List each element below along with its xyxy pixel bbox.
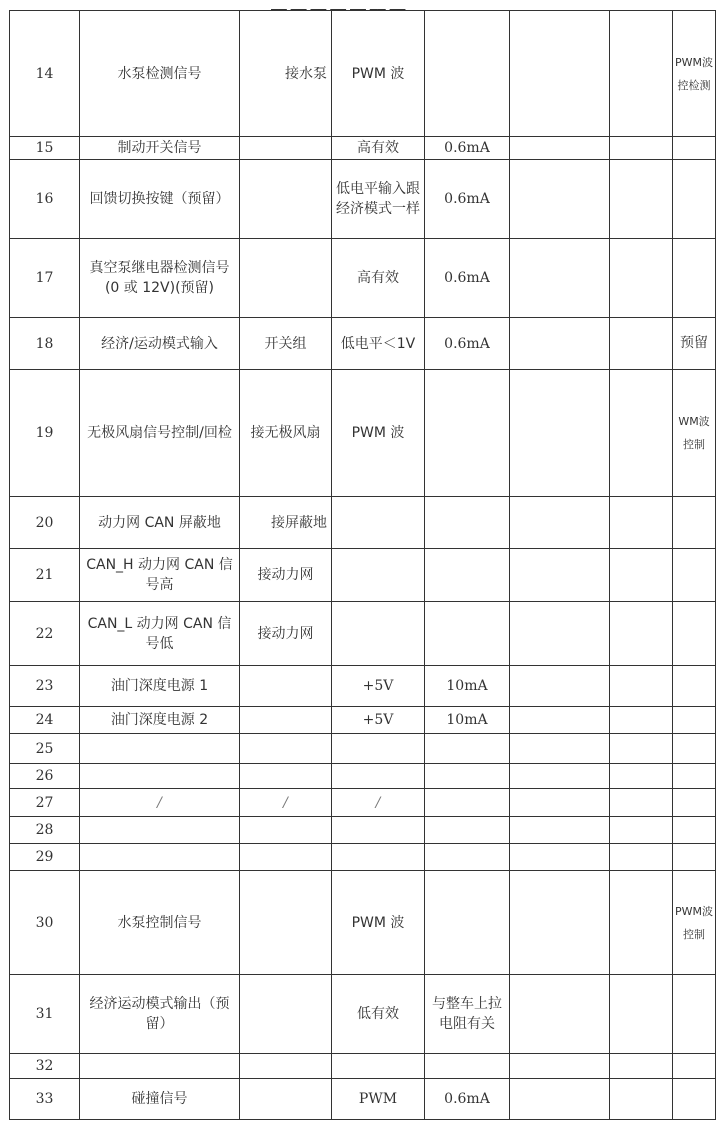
table-row [10,871,716,975]
empty-cell [510,602,610,666]
signal-name: 水泵检测信号 [80,11,240,137]
empty-cell [610,871,673,975]
signal-level: 高有效 [332,137,425,160]
empty-cell [510,734,610,764]
empty-cell [610,764,673,789]
table-row [10,844,716,871]
current: 0.6mA [425,318,510,370]
pin-number: 25 [10,734,80,764]
signal-level: PWM 波 [332,11,425,137]
current [425,764,510,789]
empty-cell [610,844,673,871]
table-row [10,370,716,497]
remark [673,160,716,239]
remark [673,764,716,789]
current [425,11,510,137]
signal-level [332,497,425,549]
connection [240,1054,332,1079]
signal-name: 水泵控制信号 [80,871,240,975]
pin-definition-table [9,10,716,1120]
pin-number: 27 [10,789,80,817]
signal-name [80,764,240,789]
table-row [10,239,716,318]
empty-cell [510,789,610,817]
signal-name: 油门深度电源 2 [80,707,240,734]
table-row [10,707,716,734]
current [425,549,510,602]
remark [673,666,716,707]
empty-cell [610,137,673,160]
empty-cell [610,602,673,666]
signal-name [80,734,240,764]
table-row [10,602,716,666]
clipped-caption-text: ── ── ── ── ── ── ── [271,4,406,12]
empty-cell [510,707,610,734]
signal-level [332,764,425,789]
table-row [10,549,716,602]
signal-level: 低电平＜1V [332,318,425,370]
connection: 开关组 [240,318,332,370]
signal-level [332,734,425,764]
signal-level: 低电平输入跟经济模式一样 [332,160,425,239]
current: 0.6mA [425,160,510,239]
empty-cell [510,239,610,318]
pin-number: 19 [10,370,80,497]
remark: WM波控制 [673,370,716,497]
connection: 接动力网 [240,602,332,666]
signal-name: CAN_L 动力网 CAN 信号低 [80,602,240,666]
empty-cell [510,764,610,789]
table-row [10,975,716,1054]
remark [673,137,716,160]
connection [240,666,332,707]
empty-cell [510,160,610,239]
signal-name: 真空泵继电器检测信号(0 或 12V)(预留) [80,239,240,318]
empty-cell [610,549,673,602]
signal-level [332,602,425,666]
connection [240,160,332,239]
signal-level: +5V [332,707,425,734]
empty-cell [610,975,673,1054]
pin-number: 28 [10,817,80,844]
current: 10mA [425,707,510,734]
signal-level [332,817,425,844]
signal-name: 经济运动模式输出（预留） [80,975,240,1054]
connection [240,871,332,975]
connection: / [240,789,332,817]
empty-cell [510,844,610,871]
empty-cell [610,160,673,239]
empty-cell [610,370,673,497]
empty-cell [510,666,610,707]
remark [673,975,716,1054]
signal-name: 经济/运动模式输入 [80,318,240,370]
table-row [10,137,716,160]
pin-number: 26 [10,764,80,789]
pin-number: 30 [10,871,80,975]
table-row [10,497,716,549]
pin-number: 14 [10,11,80,137]
remark: PWM波控制 [673,871,716,975]
pin-number: 31 [10,975,80,1054]
current [425,602,510,666]
empty-cell [510,817,610,844]
connection [240,975,332,1054]
table-row [10,789,716,817]
table-row [10,1054,716,1079]
remark [673,844,716,871]
current [425,844,510,871]
signal-name: 动力网 CAN 屏蔽地 [80,497,240,549]
current [425,817,510,844]
connection [240,239,332,318]
connection [240,817,332,844]
empty-cell [510,549,610,602]
current [425,789,510,817]
signal-name: CAN_H 动力网 CAN 信号高 [80,549,240,602]
connection [240,844,332,871]
pin-number: 18 [10,318,80,370]
signal-level: 高有效 [332,239,425,318]
connection [240,707,332,734]
pin-number: 24 [10,707,80,734]
empty-cell [510,1054,610,1079]
table-row [10,734,716,764]
empty-cell [610,789,673,817]
remark [673,239,716,318]
current [425,871,510,975]
connection: 接水泵 [240,11,332,137]
signal-name [80,817,240,844]
signal-name: / [80,789,240,817]
connection: 接无极风扇 [240,370,332,497]
current [425,734,510,764]
table-row [10,1079,716,1120]
remark [673,549,716,602]
empty-cell [510,318,610,370]
connection [240,734,332,764]
pin-number: 32 [10,1054,80,1079]
current [425,370,510,497]
empty-cell [610,817,673,844]
signal-name [80,844,240,871]
pin-number: 22 [10,602,80,666]
remark [673,734,716,764]
signal-name [80,1054,240,1079]
table-row [10,764,716,789]
remark [673,602,716,666]
signal-name: 回馈切换按键（预留） [80,160,240,239]
signal-level: PWM 波 [332,370,425,497]
empty-cell [510,370,610,497]
connection [240,1079,332,1120]
empty-cell [610,707,673,734]
remark [673,1054,716,1079]
signal-name: 油门深度电源 1 [80,666,240,707]
empty-cell [510,1079,610,1120]
empty-cell [610,1054,673,1079]
empty-cell [510,11,610,137]
remark: 预留 [673,318,716,370]
pin-number: 17 [10,239,80,318]
empty-cell [610,734,673,764]
remark [673,707,716,734]
empty-cell [610,239,673,318]
pin-number: 29 [10,844,80,871]
pin-number: 15 [10,137,80,160]
remark: PWM波控检测 [673,11,716,137]
current: 0.6mA [425,1079,510,1120]
pin-definition-table-page [9,4,715,1120]
empty-cell [510,871,610,975]
table-row [10,11,716,137]
table-row [10,318,716,370]
signal-level: / [332,789,425,817]
current: 与整车上拉电阻有关 [425,975,510,1054]
signal-level [332,549,425,602]
empty-cell [610,1079,673,1120]
empty-cell [510,975,610,1054]
connection [240,137,332,160]
signal-level [332,1054,425,1079]
signal-name: 碰撞信号 [80,1079,240,1120]
empty-cell [510,497,610,549]
signal-level: +5V [332,666,425,707]
signal-level: 低有效 [332,975,425,1054]
clipped-table-caption [271,4,503,12]
pin-number: 33 [10,1079,80,1120]
signal-level: PWM [332,1079,425,1120]
remark [673,817,716,844]
connection [240,764,332,789]
signal-level: PWM 波 [332,871,425,975]
pin-number: 16 [10,160,80,239]
current: 0.6mA [425,137,510,160]
current [425,497,510,549]
empty-cell [610,318,673,370]
connection: 接动力网 [240,549,332,602]
current: 0.6mA [425,239,510,318]
empty-cell [510,137,610,160]
remark [673,1079,716,1120]
signal-name: 无极风扇信号控制/回检 [80,370,240,497]
current: 10mA [425,666,510,707]
pin-number: 21 [10,549,80,602]
pin-number: 20 [10,497,80,549]
signal-name: 制动开关信号 [80,137,240,160]
signal-level [332,844,425,871]
remark [673,497,716,549]
table-row [10,160,716,239]
empty-cell [610,666,673,707]
table-row [10,666,716,707]
pin-number: 23 [10,666,80,707]
current [425,1054,510,1079]
remark [673,789,716,817]
empty-cell [610,11,673,137]
empty-cell [610,497,673,549]
connection: 接屏蔽地 [240,497,332,549]
table-row [10,817,716,844]
